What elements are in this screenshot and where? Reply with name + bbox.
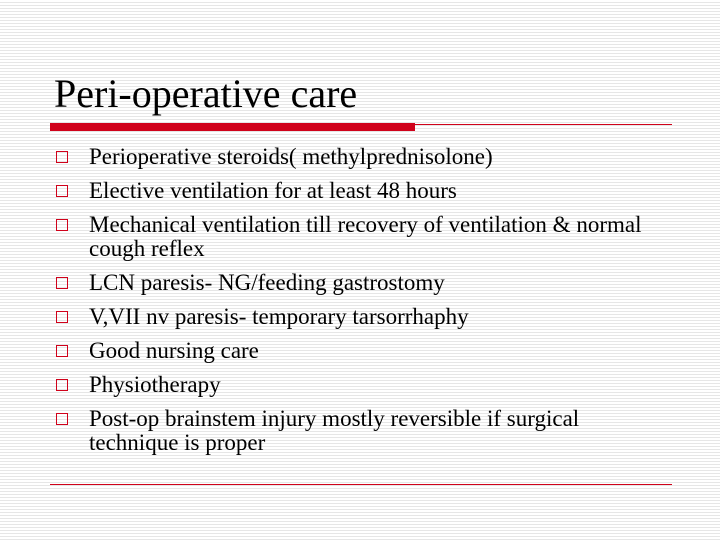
bullet-text: Mechanical ventilation till recovery of ventilation & normal cough reflex bbox=[89, 212, 642, 261]
hollow-square-icon bbox=[56, 151, 68, 163]
list-item bbox=[54, 271, 664, 295]
list-item bbox=[54, 179, 664, 203]
hollow-square-icon bbox=[56, 379, 68, 391]
hollow-square-icon bbox=[56, 185, 68, 197]
list-item bbox=[54, 213, 664, 261]
bullet-text: Elective ventilation for at least 48 hours bbox=[89, 178, 457, 203]
bullet-text: Perioperative steroids( methylprednisolone) bbox=[89, 144, 493, 169]
list-item bbox=[54, 407, 664, 455]
footer-divider bbox=[50, 484, 672, 485]
bullet-text: Physiotherapy bbox=[89, 372, 221, 397]
list-item bbox=[54, 373, 664, 397]
hollow-square-icon bbox=[56, 277, 68, 289]
bullet-text: V,VII nv paresis- temporary tarsorrhaphy bbox=[89, 304, 469, 329]
bullet-list bbox=[54, 145, 664, 465]
bullet-text: Good nursing care bbox=[89, 338, 259, 363]
hollow-square-icon bbox=[56, 413, 68, 425]
hollow-square-icon bbox=[56, 311, 68, 323]
hollow-square-icon bbox=[56, 345, 68, 357]
title-underline-bar bbox=[50, 123, 415, 131]
list-item bbox=[54, 339, 664, 363]
bullet-text: LCN paresis- NG/feeding gastrostomy bbox=[89, 270, 445, 295]
list-item bbox=[54, 145, 664, 169]
bullet-text: Post-op brainstem injury mostly reversible if surgical technique is proper bbox=[89, 406, 580, 455]
list-item bbox=[54, 305, 664, 329]
title-underline-rule bbox=[415, 124, 672, 125]
hollow-square-icon bbox=[56, 219, 68, 231]
slide-title: Peri-operative care bbox=[54, 71, 358, 116]
